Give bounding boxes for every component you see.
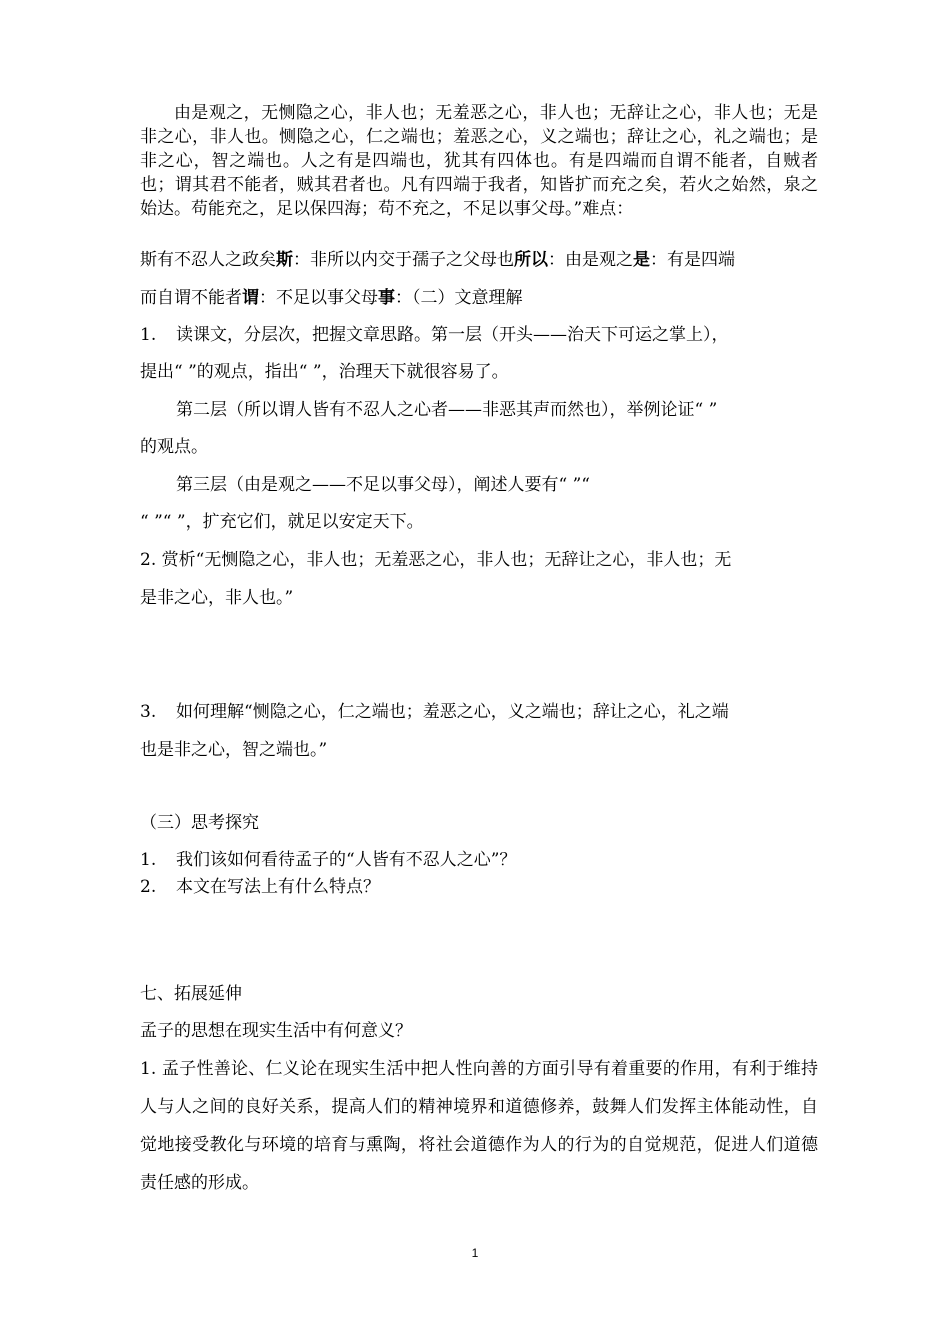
question-text: 读课文，分层次，把握文章思路。第一层（开头——治天下可运之掌上）， (176, 325, 729, 345)
classical-passage: 由是观之，无恻隐之心，非人也；无羞恶之心，非人也；无辞让之心，非人也；无是非之心，非人也。恻隐之心，仁之端也；羞恶之心，义之端也；辞让之心，礼之端也；是非之心，智之端也。人之有是四端也，犹其有四体也。有是四端而自谓不能者，自贼者也；谓其君不能者，贼其君者也。凡有四端于我者，知皆扩而充之矣，若火之始然，泉之始达。苟能充之，足以保四海；苟不充之，不足以事父母。”难点： (140, 103, 818, 219)
thinking-item-2 (140, 874, 818, 900)
question-2-line-1: 2. 赏析“无恻隐之心，非人也；无羞恶之心，非人也；无辞让之心，非人也；无 (140, 550, 732, 570)
question-3-line-1 (140, 699, 818, 725)
difficult-word: 谓 (242, 288, 259, 308)
difficult-sentence: ：不足以事父母 (259, 288, 378, 308)
section-thinking-title: （三）思考探究 (140, 813, 259, 833)
difficult-word: 斯 (276, 250, 293, 270)
difficult-word: 事 (378, 288, 395, 308)
question-3-line-2: 也是非之心，智之端也。” (140, 740, 328, 760)
difficult-word: 所以 (514, 250, 548, 270)
question-number: 3. (140, 702, 157, 722)
question-text: 如何理解“恻隐之心，仁之端也；羞恶之心，义之端也；辞让之心，礼之端 (176, 702, 729, 722)
difficult-word: 是 (633, 250, 650, 270)
difficult-sentence: ：非所以内交于孺子之父母也 (293, 250, 514, 270)
item-number: 1. (140, 850, 157, 870)
difficult-sentence: ：由是观之 (548, 250, 633, 270)
page-number: 1 (471, 1246, 479, 1260)
difficult-words-line-2 (140, 285, 818, 311)
extension-answer: 1. 孟子性善论、仁义论在现实生活中把人性向善的方面引导有着重要的作用，有利于维持人与人之间的良好关系，提高人们的精神境界和道德修养，鼓舞人们发挥主体能动性，自觉地接受教化与环境的培育与熏陶，将社会道德作为人的行为的自觉规范，促进人们道德责任感的形成。 (140, 1059, 818, 1193)
layer-2-line-2: 的观点。 (140, 437, 208, 457)
question-2-line-2: 是非之心，非人也。” (140, 588, 294, 608)
thinking-item-1 (140, 847, 818, 873)
difficult-sentence: ：有是四端 (650, 250, 735, 270)
difficult-words-line-1 (140, 247, 818, 273)
difficult-sentence: 斯有不忍人之政矣 (140, 250, 276, 270)
difficult-sentence: 而自谓不能者 (140, 288, 242, 308)
layer-3-line-1: 第三层（由是观之——不足以事父母），阐述人要有“ ”“ (176, 475, 590, 495)
layer-2-line-1: 第二层（所以谓人皆有不忍人之心者——非恶其声而然也），举例论证“ ” (176, 400, 718, 420)
layer-3-line-2: “ ”“ ”，扩充它们，就足以安定天下。 (140, 512, 424, 532)
item-text: 我们该如何看待孟子的“人皆有不忍人之心”？ (176, 850, 517, 870)
question-1-line-2: 提出“ ”的观点，指出“ ”，治理天下就很容易了。 (140, 362, 509, 382)
extension-question: 孟子的思想在现实生活中有何意义？ (140, 1021, 412, 1041)
item-number: 2. (140, 877, 157, 897)
section-heading: ：（二）文意理解 (395, 288, 523, 308)
item-text: 本文在写法上有什么特点？ (176, 877, 380, 897)
question-number: 1. (140, 325, 157, 345)
section-extension-title: 七、拓展延伸 (140, 984, 242, 1004)
question-1-line-1 (140, 322, 818, 348)
